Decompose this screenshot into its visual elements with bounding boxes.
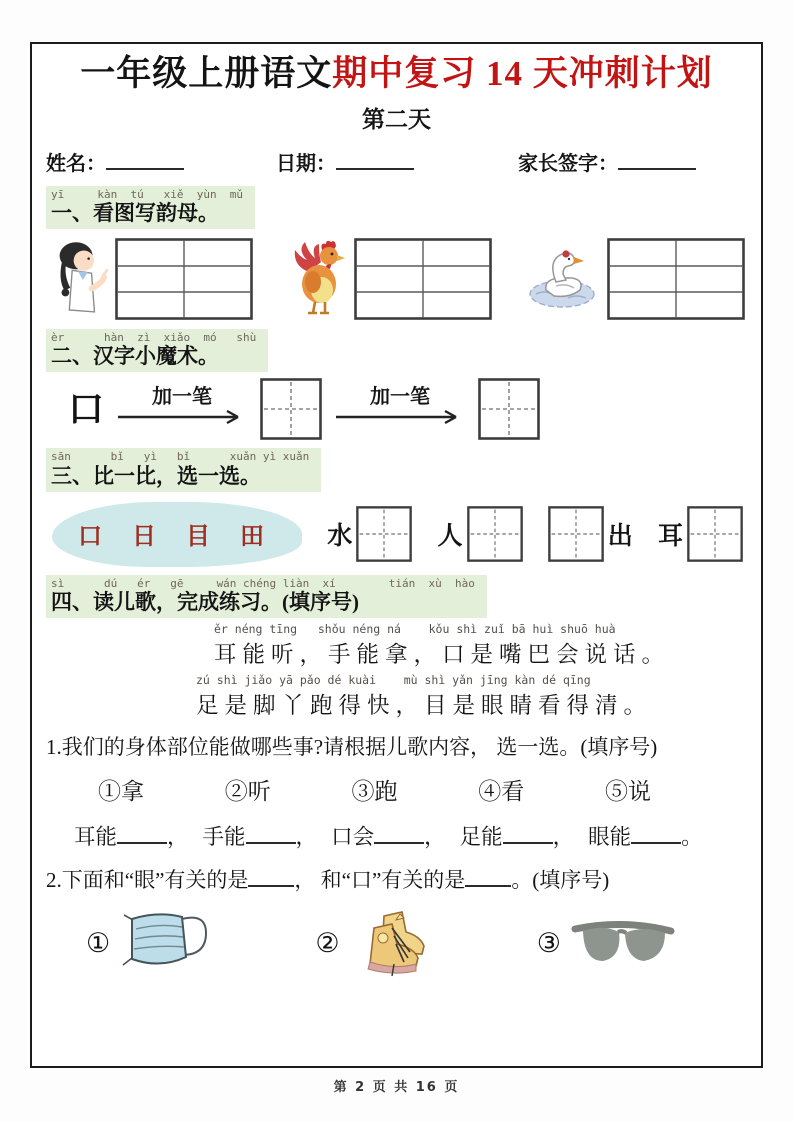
section4-pinyin: sì dú ér gē wán chéng liàn xí tián xù hào <box>51 576 475 590</box>
tian-grid-box <box>478 378 540 440</box>
fill-label-4: 足能 <box>459 825 503 850</box>
fill-label-3: 口会 <box>331 825 375 850</box>
question-2-start: 2.下面和“眼”有关的是 <box>46 868 249 893</box>
add-stroke-arrow-1 <box>116 380 248 425</box>
compare-item-4 <box>658 506 743 562</box>
option-2: ②听 <box>224 779 271 805</box>
name-blank <box>106 149 184 170</box>
compare-item-3 <box>548 506 633 562</box>
name-label: 姓名： <box>46 152 106 175</box>
compare-item-1 <box>327 506 412 562</box>
section2-row <box>68 378 747 440</box>
section2-pinyin: èr hàn zì xiǎo mó shù <box>51 331 257 345</box>
image-option-1 <box>86 907 216 981</box>
rooster-illustration <box>289 238 347 320</box>
poem-line-1 <box>214 622 747 669</box>
sneakers-illustration <box>350 908 448 980</box>
section1-item-girl <box>48 237 253 321</box>
question-2-blank-2 <box>465 865 511 887</box>
page-title <box>46 52 747 96</box>
name-field <box>46 147 184 176</box>
fill-blank-3 <box>374 822 424 845</box>
fill-label-5: 眼能 <box>588 825 632 850</box>
fill-blank-5 <box>631 822 681 845</box>
image-label-3: ③ <box>536 928 561 959</box>
sign-blank <box>618 149 696 170</box>
add-stroke-arrow-2 <box>334 380 466 425</box>
question-2-text <box>46 865 747 894</box>
image-label-1: ① <box>86 928 111 959</box>
section2-header <box>46 329 268 372</box>
section2-title: 二、汉字小魔术。 <box>51 344 219 369</box>
section1-row <box>48 237 745 321</box>
day-subtitle: 第二天 <box>362 106 431 132</box>
question-1-fill-line <box>74 820 747 851</box>
date-blank <box>336 149 414 170</box>
poem-line-2-pinyin: zú shì jiǎo yā pǎo dé kuài mù shì yǎn jīng kàn dé qīng <box>196 672 591 687</box>
separator: ， <box>424 825 446 850</box>
fill-blank-1 <box>117 822 167 845</box>
page-number: 第 2 页 共 16 页 <box>333 1080 460 1095</box>
compare-char: 出 <box>607 523 633 551</box>
section3-pinyin: sān bǐ yì bǐ xuǎn yì xuǎn <box>51 450 310 464</box>
question-2-mid: ， 和“口”有关的是 <box>294 868 466 893</box>
section3-title: 三、比一比，选一选。 <box>51 463 261 488</box>
poem-line-1-pinyin: ěr néng tīng shǒu néng ná kǒu shì zuǐ bā huì shuō huà <box>214 621 616 636</box>
tian-grid-box <box>467 506 523 562</box>
base-character: 口 <box>68 389 105 430</box>
image-option-3 <box>537 917 675 971</box>
section1-title: 一、看图写韵母。 <box>51 200 219 225</box>
tian-grid-box <box>356 506 412 562</box>
section3-row <box>52 502 743 567</box>
poem-line-2 <box>196 673 747 720</box>
character-cloud: 口 日 目 田 <box>52 502 302 567</box>
section1-item-rooster <box>289 238 492 320</box>
right-arrow-icon <box>116 409 248 425</box>
page-title-red: 期中复习 14 天冲刺计划 <box>332 54 713 93</box>
section1-header <box>46 186 255 229</box>
add-stroke-label: 加一笔 <box>152 385 213 408</box>
add-stroke-label: 加一笔 <box>370 385 431 408</box>
girl-illustration <box>48 237 108 321</box>
fill-label-2: 手能 <box>202 825 246 850</box>
sign-label: 家长签字： <box>518 152 618 175</box>
pinyin-writing-grid <box>115 238 253 320</box>
fill-blank-2 <box>246 822 296 845</box>
separator: ， <box>552 825 575 850</box>
date-label: 日期： <box>276 152 336 175</box>
poem-line-1-text: 耳能听，手能拿，口是嘴巴会说话。 <box>214 641 671 667</box>
pinyin-writing-grid <box>354 238 492 320</box>
option-1: ①拿 <box>98 779 144 805</box>
question-2-blank-1 <box>248 865 294 887</box>
question-2-images-row <box>86 907 675 981</box>
compare-item-2 <box>437 506 522 562</box>
option-3: ③跑 <box>351 779 398 805</box>
page-title-black: 一年级上册语文 <box>80 54 333 93</box>
pinyin-writing-grid <box>607 238 745 320</box>
option-4: ④看 <box>478 779 525 805</box>
section4-header <box>46 575 487 618</box>
compare-char: 耳 <box>657 523 683 551</box>
tian-grid-box <box>687 506 743 562</box>
image-label-2: ② <box>315 928 340 959</box>
worksheet-page <box>30 42 763 1068</box>
poem-line-2-text: 足是脚丫跑得快，目是眼睛看得清。 <box>196 692 653 718</box>
tian-grid-box <box>548 506 604 562</box>
right-arrow-icon <box>334 409 466 425</box>
question-2-end: 。(填序号) <box>511 868 610 893</box>
section4-title: 四、读儿歌，完成练习。(填序号) <box>51 589 359 614</box>
period: 。 <box>681 825 703 850</box>
goose-illustration <box>528 246 600 312</box>
info-fields-row <box>46 147 747 176</box>
sign-field <box>518 147 696 176</box>
date-field <box>276 147 414 176</box>
question-1-text: 1.我们的身体部位能做哪些事?请根据儿歌内容， 选一选。(填序号) <box>46 734 658 759</box>
compare-char: 人 <box>437 523 463 551</box>
compare-char: 水 <box>327 523 353 551</box>
question-1-options <box>98 773 651 806</box>
face-mask-illustration <box>120 907 216 981</box>
image-option-2 <box>305 908 447 980</box>
tian-grid-box <box>260 378 322 440</box>
sunglasses-illustration <box>571 917 675 971</box>
section3-header <box>46 448 321 491</box>
section1-pinyin: yī kàn tú xiě yùn mǔ <box>51 187 244 201</box>
separator: ， <box>167 825 189 850</box>
option-5: ⑤说 <box>605 779 651 805</box>
separator: ， <box>295 825 318 850</box>
section1-item-goose <box>528 238 745 320</box>
fill-blank-4 <box>503 822 553 845</box>
fill-label-1: 耳能 <box>74 825 118 850</box>
